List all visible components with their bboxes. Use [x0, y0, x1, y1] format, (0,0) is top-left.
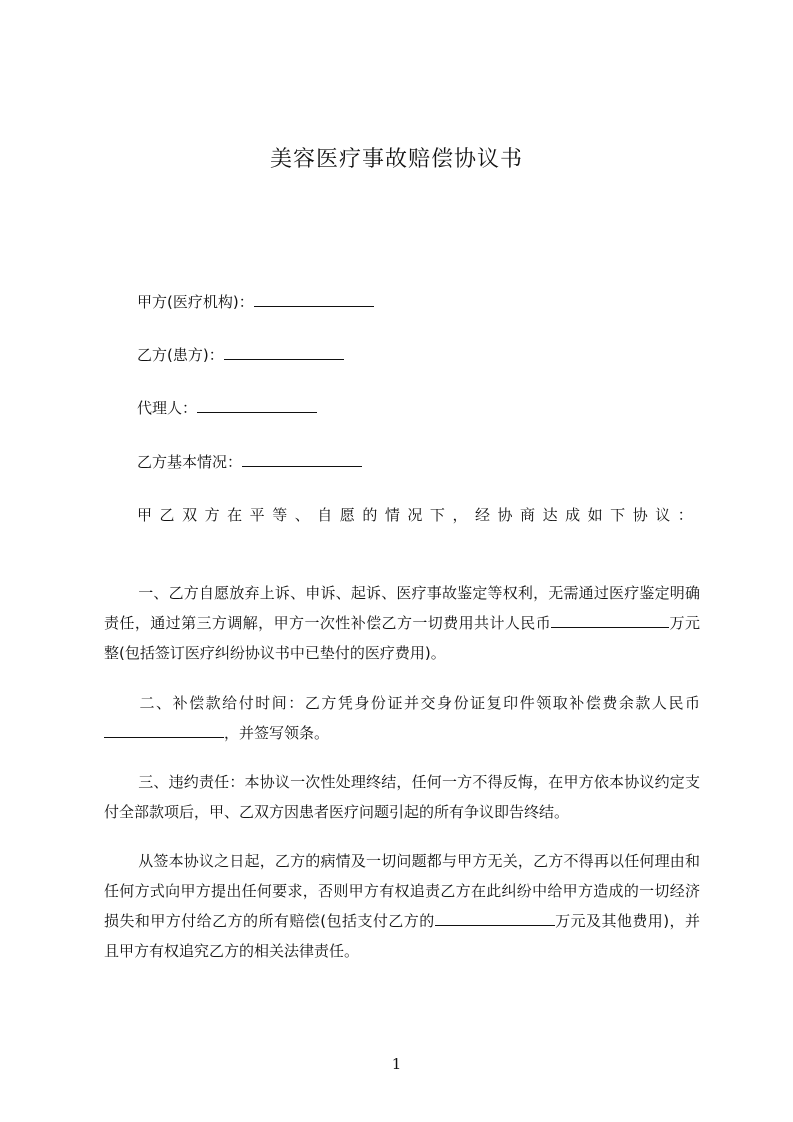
agreement-char: 双 [182, 506, 198, 524]
clause-4-text-a: 从签本协议之日起，乙方的病情及一切问题都与甲方无关，乙方不得再以任何理由和任何方式向甲方提出任何要求，否则甲方有权追责乙方在此纠纷中给甲方造成的一切经济损失和甲方付给乙方的所有赔偿(包括支付乙方的 [104, 852, 700, 930]
clause-4-text-b: 万元及其他费用)，并且甲方有权追究乙方的相关法律责任。 [104, 912, 701, 960]
clause-4 [104, 846, 700, 966]
clause-3 [104, 767, 700, 827]
clause-1 [104, 578, 700, 668]
clause-3-text: 三、违约责任：本协议一次性处理终结，任何一方不得反悔，在甲方依本协议约定支付全部款项后，甲、乙双方因患者医疗问题引起的所有争议即告终结。 [104, 773, 700, 821]
party-b-field [137, 345, 344, 365]
party-a-label: 甲方(医疗机构)： [137, 293, 254, 311]
clause-2-text-a: 二、补偿款给付时间：乙方凭身份证并交身份证复印件领取补偿费余款人民币 [138, 694, 700, 712]
agreement-char: 议 [655, 506, 671, 524]
agreement-char: 经 [474, 506, 490, 524]
party-a-blank [254, 292, 374, 307]
agreement-char: 在 [227, 506, 243, 524]
agreement-char: 愿 [339, 506, 355, 524]
agreement-char: 自 [317, 506, 333, 524]
agreement-char: ， [452, 506, 468, 524]
party-b-blank [224, 345, 344, 360]
clause-2 [104, 688, 700, 748]
agreement-char: 商 [520, 506, 536, 524]
clause-4-amount-blank [435, 909, 555, 926]
agreement-statement [137, 505, 693, 525]
agreement-char: 情 [384, 506, 400, 524]
agreement-char: 平 [249, 506, 265, 524]
agreement-char: 、 [294, 506, 310, 524]
agreement-char: 等 [272, 506, 288, 524]
agent-label: 代理人： [137, 399, 198, 417]
party-b-info-field [137, 452, 362, 472]
agreement-char: 方 [204, 506, 220, 524]
party-b-info-blank [242, 452, 362, 467]
agreement-char: 甲 [137, 506, 153, 524]
party-a-field [137, 292, 374, 312]
clause-1-text-b: 万元整(包括签订医疗纠纷协议书中已垫付的医疗费用)。 [104, 614, 700, 662]
clause-1-text-a: 一、乙方自愿放弃上诉、申诉、起诉、医疗事故鉴定等权利，无需通过医疗鉴定明确责任，通过第三方调解，甲方一次性补偿乙方一切费用共计人民币 [104, 584, 700, 632]
page-number: 1 [391, 1055, 402, 1073]
agreement-char: 协 [632, 506, 648, 524]
agreement-char: 的 [362, 506, 378, 524]
agreement-char: 乙 [159, 506, 175, 524]
agreement-char: 下 [429, 506, 445, 524]
agreement-char: 况 [407, 506, 423, 524]
document-title: 美容医疗事故赔偿协议书 [269, 147, 523, 172]
clause-1-amount-blank [551, 611, 669, 628]
agreement-char: 下 [610, 506, 626, 524]
clause-2-text-b: ，并签写领条。 [224, 724, 330, 742]
agent-blank [197, 398, 317, 413]
party-b-label: 乙方(患方)： [137, 346, 224, 364]
agent-field [137, 398, 317, 418]
clause-2-amount-blank [104, 721, 224, 738]
agreement-char: 达 [542, 506, 558, 524]
agreement-char: 成 [565, 506, 581, 524]
agreement-char: ： [677, 506, 693, 524]
agreement-char: 如 [587, 506, 603, 524]
party-b-info-label: 乙方基本情况： [137, 453, 243, 471]
agreement-char: 协 [497, 506, 513, 524]
